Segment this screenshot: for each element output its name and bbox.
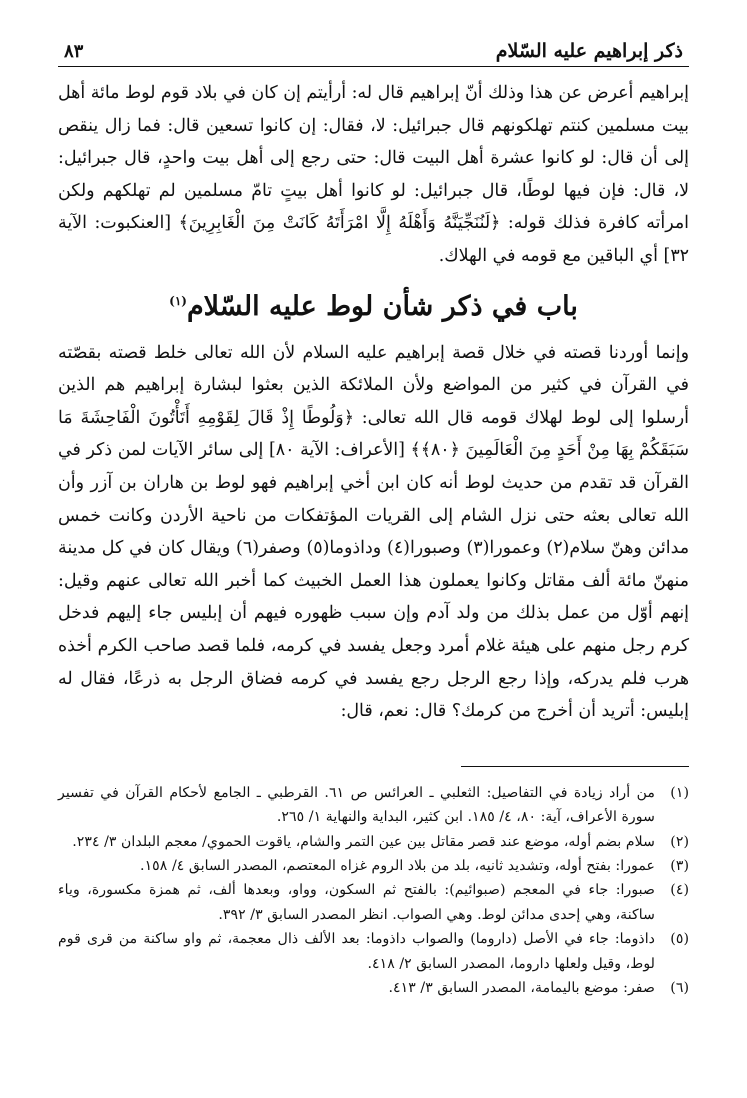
chapter-heading-footnote-ref: (١) — [169, 293, 187, 308]
running-header — [58, 40, 689, 67]
chapter-heading-text: باب في ذكر شأن لوط عليه السّلام — [186, 290, 578, 322]
main-text — [58, 77, 689, 728]
footnote-4 — [58, 878, 689, 927]
footnote-number: (٥) — [670, 931, 689, 948]
footnote-number: (٢) — [670, 833, 689, 850]
footnote-number: (١) — [670, 784, 689, 801]
footnote-text: عمورا: بفتح أوله، وتشديد ثانيه، بلد من بلاد الروم غزاه المعتصم، المصدر السابق ٤/ ١٥٨. — [140, 857, 655, 874]
footnote-text: صبورا: جاء في المعجم (صبوائيم): بالفتح ثم السكون، وواو، وبعدها ألف، ثم همزة مكسورة، وياء ساكنة، وهي إحدى مدائن لوط. وهي الصواب. انظر المصدر السابق ٣/ ٣٩٢. — [58, 882, 655, 923]
footnote-text: صفر: موضع باليمامة، المصدر السابق ٣/ ٤١٣. — [388, 979, 655, 996]
footnote-number: (٦) — [670, 979, 689, 996]
footnote-number: (٤) — [670, 882, 689, 899]
page-number: ٨٣ — [64, 41, 84, 62]
footnote-text: من أراد زيادة في التفاصيل: الثعلبي ـ العرائس ص ٦١. القرطبي ـ الجامع لأحكام القرآن في تفسير سورة الأعراف، آية: ٨٠، ٤/ ١٨٥. ابن كثير، البداية والنهاية ١/ ٢٦٥. — [58, 784, 655, 826]
footnotes — [58, 781, 689, 1001]
footnote-number: (٣) — [670, 857, 689, 874]
footnote-3 — [58, 854, 689, 878]
footnote-6 — [58, 976, 689, 1000]
chapter-heading — [58, 287, 689, 327]
footnote-5 — [58, 927, 689, 976]
running-title: ذكر إبراهيم عليه السّلام — [495, 40, 683, 62]
footnote-text: داذوما: جاء في الأصل (داروما) والصواب داذوما: بعد الألف ذال معجمة، ثم واو ساكنة من قرى قوم لوط، وقيل ولعلها داروما، المصدر السابق ٢/ ٤١٨. — [58, 931, 655, 972]
main-paragraph: وإنما أوردنا قصته في خلال قصة إبراهيم عليه السلام لأن الله تعالى خلط قصته بقصّته في القرآن في كثير من المواضع ولأن الملائكة الذين بعثوا لبشارة إبراهيم هم الذين أرسلوا إلى لوط لهلاك قومه قال الله تعالى: ﴿وَلُوطًا إِذْ قَالَ لِقَوْمِهِ أَتَأْتُونَ الْفَاحِشَةَ مَا سَبَقَكُمْ بِهَا مِنْ أَحَدٍ مِنَ الْعَالَمِينَ ﴿٨٠﴾﴾ [الأعراف: الآية ٨٠] إلى سائر الآيات لمن ذكر في القرآن قد تقدم من حديث لوط أنه كان ابن أخي إبراهيم فهو لوط بن هاران بن آزر وأن الله تعالى بعثه حتى نزل الشام إلى القريات المؤتفكات من ناحية الأردن وكانت خمس مدائن وهنّ سلام(٢) وعمورا(٣) وصبورا(٤) وداذوما(٥) وصفر(٦) ويقال كان في كل مدينة منهنّ مائة ألف مقاتل وكانوا يعملون هذا العمل الخبيث كما أخبر الله تعالى عنهم وقيل: إنهم أوّل من عمل بذلك من ولد آدم وإن سبب ظهوره فيهم أن إبليس جاء إليهم فدخل كرم رجل منهم على هيئة غلام أمرد وجعل يفسد في كرمه، فلما قصد صاحب الكرم أخذه هرب فلم يدركه، وإذا رجع الرجل رجع يفسد في كرمه فضاق الرجل به ذرعًا، فقال له إبليس: أتريد أن أخرج من كرمك؟ قال: نعم، قال: — [58, 342, 690, 722]
footnote-text: سلام بضم أوله، موضع عند قصر مقاتل بين عين التمر والشام، ياقوت الحموي/ معجم البلدان ٣/ ٢٣٤. — [72, 833, 655, 850]
intro-paragraph: إبراهيم أعرض عن هذا وذلك أنّ إبراهيم قال له: أرأيتم إن كان في بلاد قوم لوط مائة أهل بيت مسلمين كنتم تهلكونهم قال جبرائيل: لا، فقال: إن كانوا تسعين قال: فما زال ينقص إلى أن قال: لو كانوا عشرة أهل البيت قال: حتى رجع إلى أهل بيت واحدٍ، قال جبرائيل: لا، قال: فإن فيها لوطًا، قال جبرائيل: لو كانوا أهل بيتٍ تامّ مسلمين لم تهلكهم ولكن امرأته كافرة فذلك قوله: ﴿لَنُنَجِّيَنَّهُ وَأَهْلَهُ إِلَّا امْرَأَتَهُ كَانَتْ مِنَ الْغَابِرِينَ﴾ [العنكبوت: الآية ٣٢] أي الباقين مع قومه في الهلاك. — [58, 83, 689, 266]
footnote-1 — [58, 781, 689, 830]
footnote-separator — [461, 766, 689, 767]
footnote-2 — [58, 830, 689, 854]
